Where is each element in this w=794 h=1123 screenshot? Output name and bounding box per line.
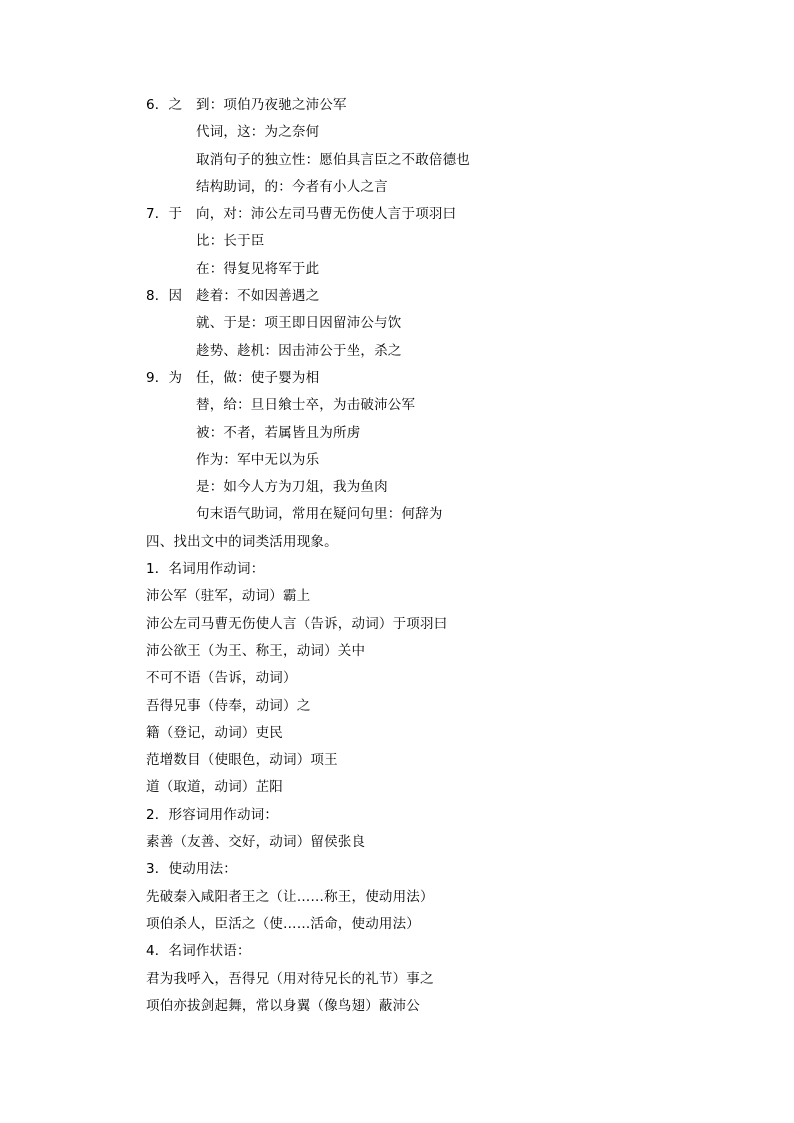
group-item: 沛公左司马曹无伤使人言（告诉，动词）于项羽曰 [146, 615, 448, 632]
group-item: 沛公欲王（为王、称王，动词）关中 [146, 642, 366, 659]
entry-meaning: 比：长于臣 [196, 233, 265, 250]
group-item: 先破秦入咸阳者王之（让……称王，使动用法） [146, 888, 434, 905]
entry-meaning: 句末语气助词，常用在疑问句里：何辞为 [196, 506, 443, 523]
entry-zhi-first-line [146, 92, 706, 119]
entry-yin-first-line [146, 283, 706, 310]
group-item: 不可不语（告诉，动词） [146, 670, 297, 687]
group-title: 1．名词用作动词： [146, 561, 265, 578]
entry-meaning: 任，做：使子婴为相 [196, 369, 320, 386]
entry-meaning: 到：项伯乃夜驰之沛公军 [196, 97, 347, 113]
entry-key: 7．于 [146, 206, 183, 223]
entry-yu-first-line [146, 201, 706, 228]
group-item: 籍（登记，动词）吏民 [146, 724, 283, 741]
entry-meaning: 替，给：旦日飨士卒，为击破沛公军 [196, 397, 416, 414]
entry-meaning: 是：如今人方为刀俎，我为鱼肉 [196, 479, 388, 496]
entry-key: 6．之 [146, 97, 183, 113]
entry-meaning: 取消句子的独立性：愿伯具言臣之不敢倍德也 [196, 151, 470, 168]
entry-wei-first-line [146, 365, 706, 392]
entry-meaning: 趁势、趁机：因击沛公于坐，杀之 [196, 342, 402, 359]
section-heading: 四、找出文中的词类活用现象。 [146, 533, 338, 550]
group-title: 3．使动用法： [146, 861, 237, 878]
group-item: 沛公军（驻军，动词）霸上 [146, 588, 311, 605]
entry-key: 9．为 [146, 369, 183, 386]
entry-key: 8．因 [146, 288, 183, 305]
group-title: 4．名词作状语： [146, 943, 251, 960]
entry-meaning: 被：不者，若属皆且为所虏 [196, 424, 361, 441]
document-content [146, 92, 706, 1020]
entry-meaning: 趁着：不如因善遇之 [196, 288, 320, 305]
group-item: 吾得兄事（侍奉，动词）之 [146, 697, 311, 714]
group-item: 项伯亦拔剑起舞，常以身翼（像鸟翅）蔽沛公 [146, 997, 420, 1014]
group-item: 君为我呼入，吾得兄（用对待兄长的礼节）事之 [146, 970, 434, 987]
entry-meaning: 结构助词，的：今者有小人之言 [196, 178, 388, 195]
entry-meaning: 就、于是：项王即日因留沛公与饮 [196, 315, 402, 332]
group-item: 素善（友善、交好，动词）留侯张良 [146, 834, 366, 851]
entry-meaning: 在：得复见将军于此 [196, 260, 320, 277]
group-title: 2．形容词用作动词： [146, 806, 279, 823]
entry-meaning: 向，对：沛公左司马曹无伤使人言于项羽曰 [196, 206, 457, 223]
entry-meaning: 作为：军中无以为乐 [196, 451, 320, 468]
group-item: 项伯杀人，臣活之（使……活命，使动用法） [146, 915, 420, 932]
entry-meaning: 代词，这：为之奈何 [196, 124, 320, 141]
group-item: 范增数目（使眼色，动词）项王 [146, 752, 338, 769]
group-item: 道（取道，动词）芷阳 [146, 779, 283, 796]
